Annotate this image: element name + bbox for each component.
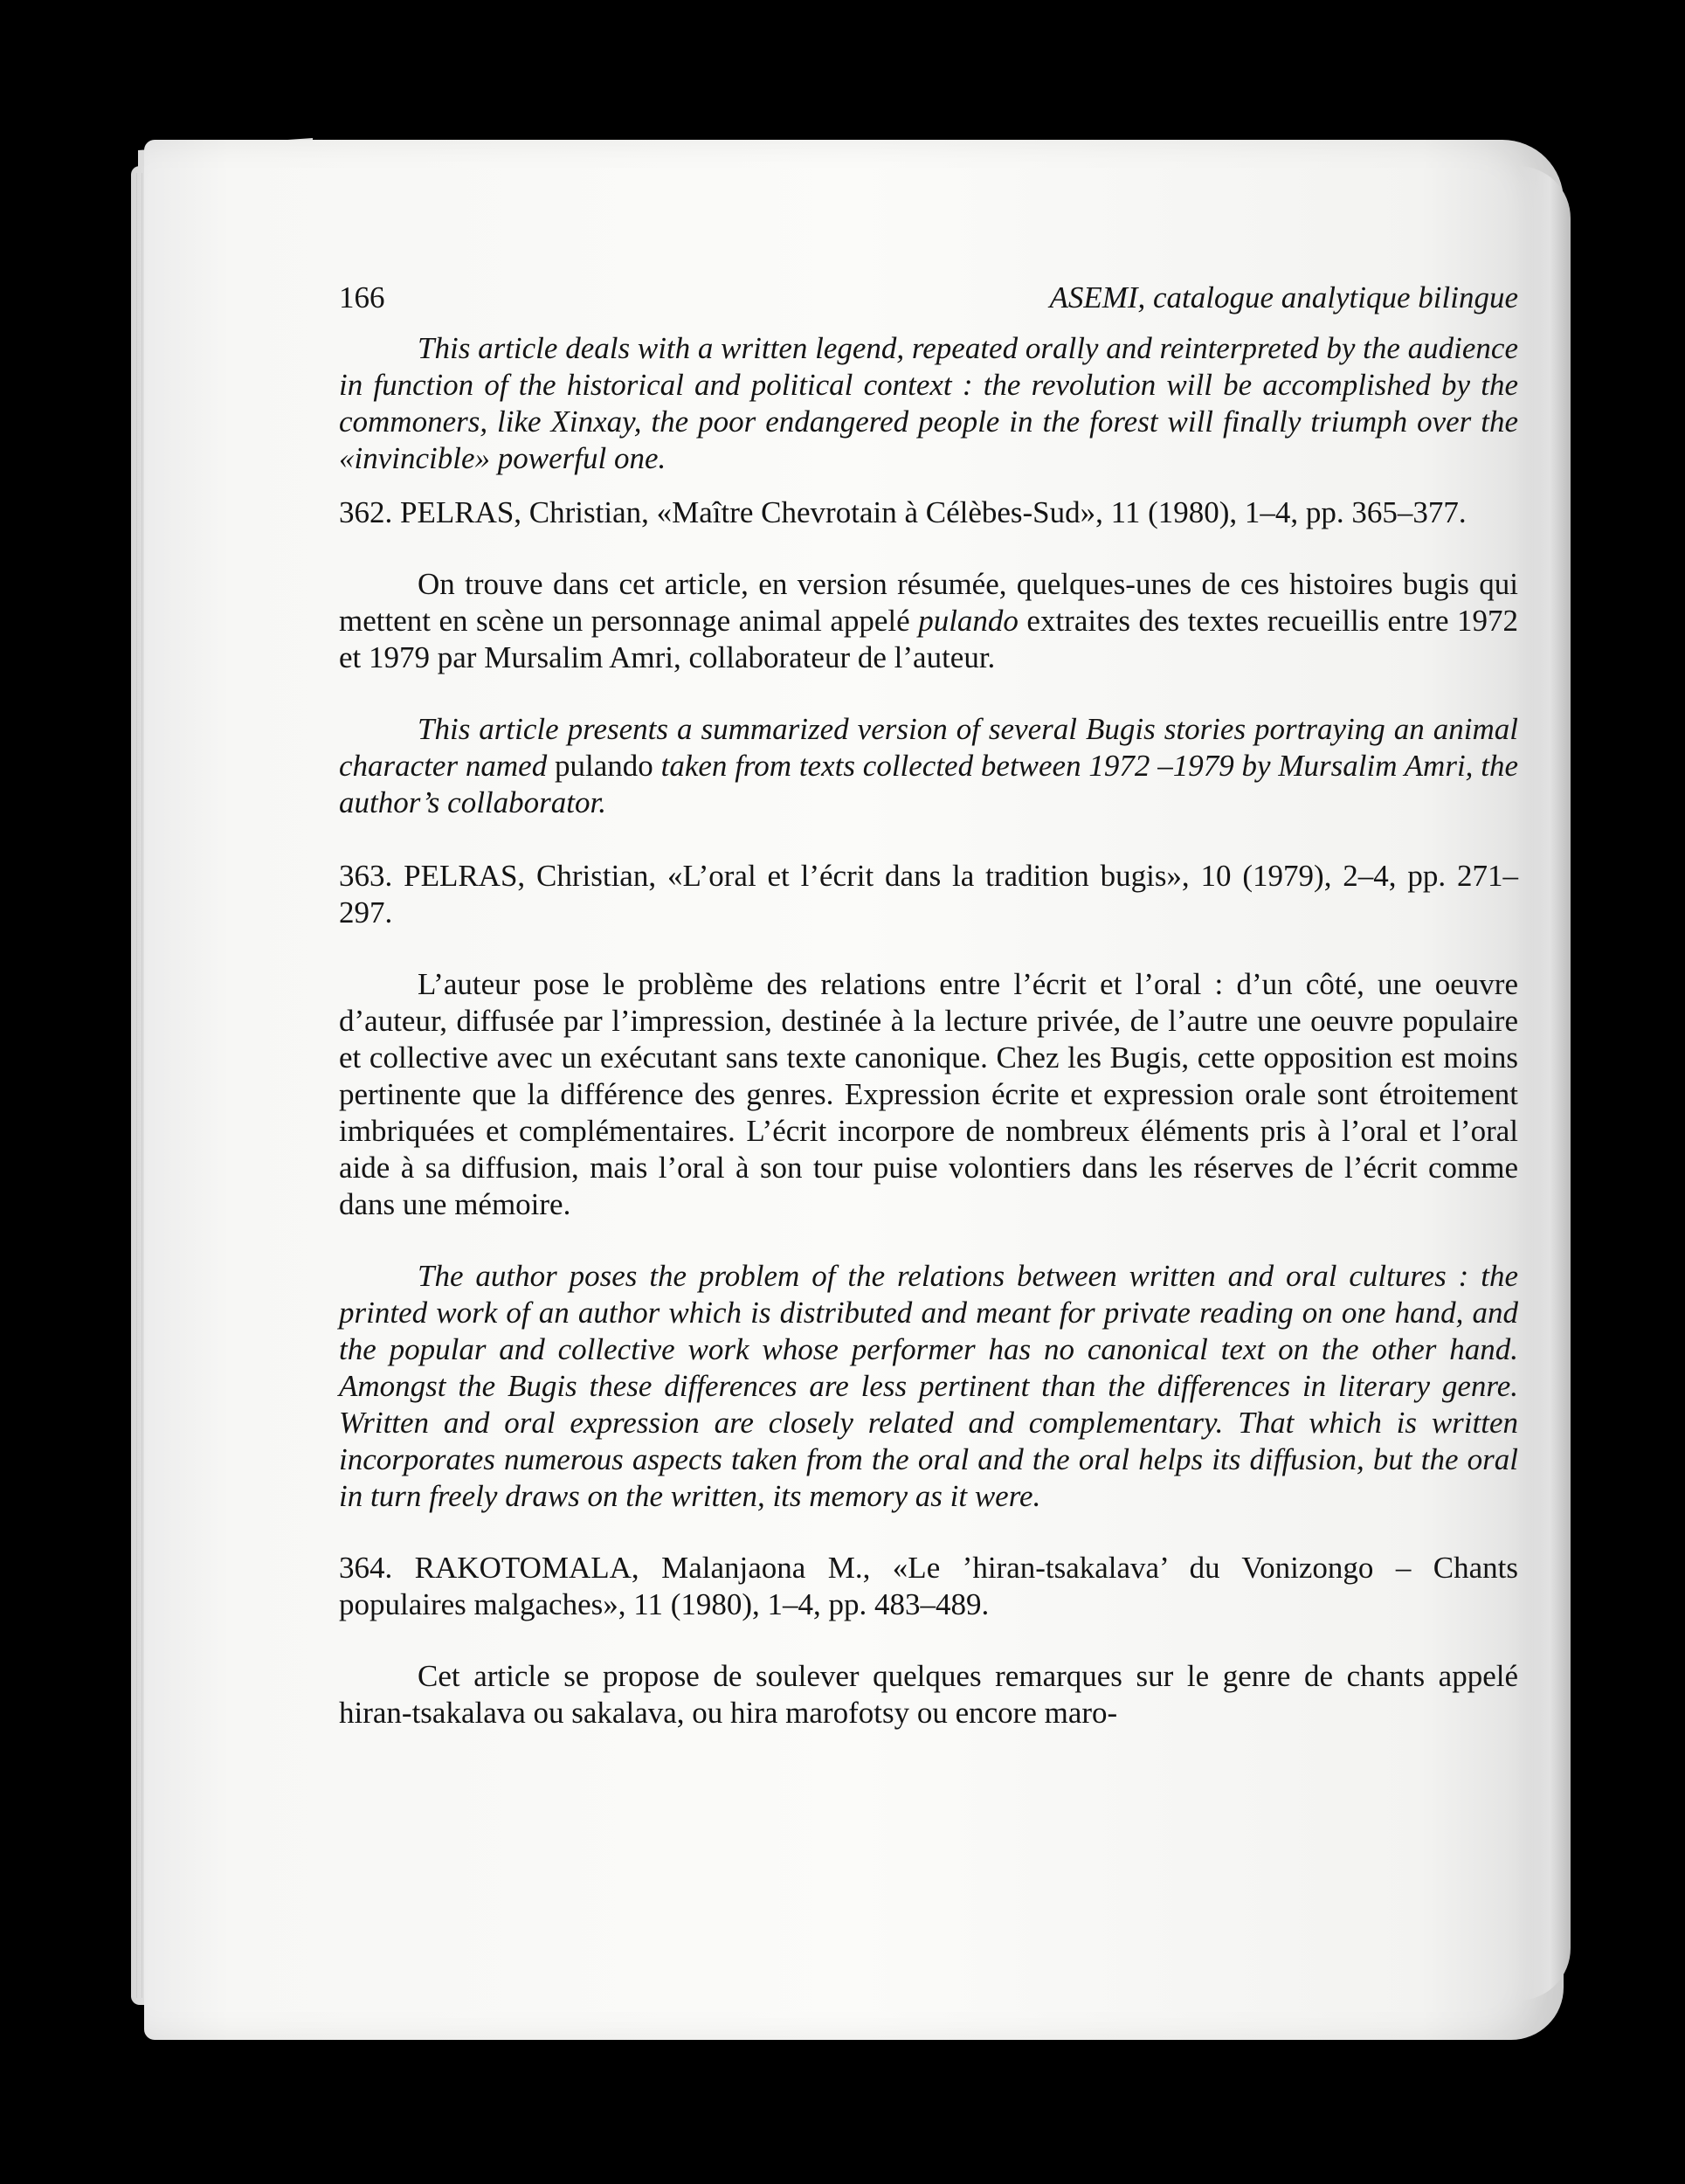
abstract-english-361: This article deals with a written legend, repeated orally and reinterpreted by the audience in function of the historical and political context : the revolution will be accomplished by the commoners, like Xinxay, the poor endangered people in the forest will finally triumph over the «invincible» powerful one.: [339, 331, 1518, 475]
abstract-french-362-part1: On trouve dans cet article, en version résumée, quelques-unes de ces histoires bugis qui mettent en scène un personnage animal appelé: [339, 567, 1518, 638]
abstract-english-363: The author poses the problem of the relations between written and oral cultures : the printed work of an author which is distributed and meant for private reading on one hand, and the popular and collective work whose performer has no canonical text on the other hand. Amongst the Bugis these differences are less pertinent than the differences in literary genre. Written and oral expression are closely related and complementary. That which is written incorporates numerous aspects taken from the oral and the oral helps its diffusion, but the oral in turn freely draws on the written, its memory as it were.: [339, 1259, 1518, 1513]
abstract-english-362-part1: This article presents a summarized version of several Bugis stories portraying an animal character named: [339, 712, 1518, 783]
page-number: 166: [339, 280, 385, 314]
entry-363-citation: 363. PELRAS, Christian, «L’oral et l’écrit dans la tradition bugis», 10 (1979), 2–4, pp. 271–297.: [339, 859, 1518, 930]
abstract-english-362-part2: taken from texts collected between 1972 –1979 by Mursalim Amri, the author’s collaborator.: [339, 749, 1518, 819]
running-head: [339, 280, 1518, 316]
page-curl: [1518, 166, 1571, 2001]
abstract-french-362-part2: extraites des textes recueillis entre 1972 et 1979 par Mursalim Amri, collaborateur de l’auteur.: [339, 604, 1518, 674]
abstract-english-362: [339, 711, 1518, 821]
entry-362-citation: 362. PELRAS, Christian, «Maître Chevrotain à Célèbes-Sud», 11 (1980), 1–4, pp. 365–377.: [339, 495, 1467, 529]
page-content: [339, 280, 1518, 1731]
abstract-french-362-term: pulando: [918, 604, 1019, 638]
abstract-english-362-term: pulando: [555, 749, 653, 783]
running-title: ASEMI, catalogue analytique bilingue: [1049, 280, 1518, 314]
abstract-french-363: L’auteur pose le problème des relations entre l’écrit et l’oral : d’un côté, une oeuvre d’auteur, diffusée par l’impression, destinée à la lecture privée, de l’autre une oeuvre populaire et collective avec un exécutant sans texte canonique. Chez les Bugis, cette opposition est moins pertinente que la différence des genres. Expression écrite et expression orale sont étroitement imbriquées et complémentaires. L’écrit incorpore de nombreux éléments pris à l’oral et l’oral aide à sa diffusion, mais l’oral à son tour puise volontiers dans les réserves de l’écrit comme dans une mémoire.: [339, 967, 1518, 1221]
entry-364-citation: 364. RAKOTOMALA, Malanjaona M., «Le ’hiran-tsakalava’ du Vonizongo – Chants populaires malgaches», 11 (1980), 1–4, pp. 483–489.: [339, 1551, 1518, 1621]
abstract-french-364: Cet article se propose de soulever quelques remarques sur le genre de chants appelé hiran-tsakalava ou sakalava, ou hira marofotsy ou encore maro-: [339, 1659, 1518, 1730]
abstract-french-362: [339, 566, 1518, 676]
